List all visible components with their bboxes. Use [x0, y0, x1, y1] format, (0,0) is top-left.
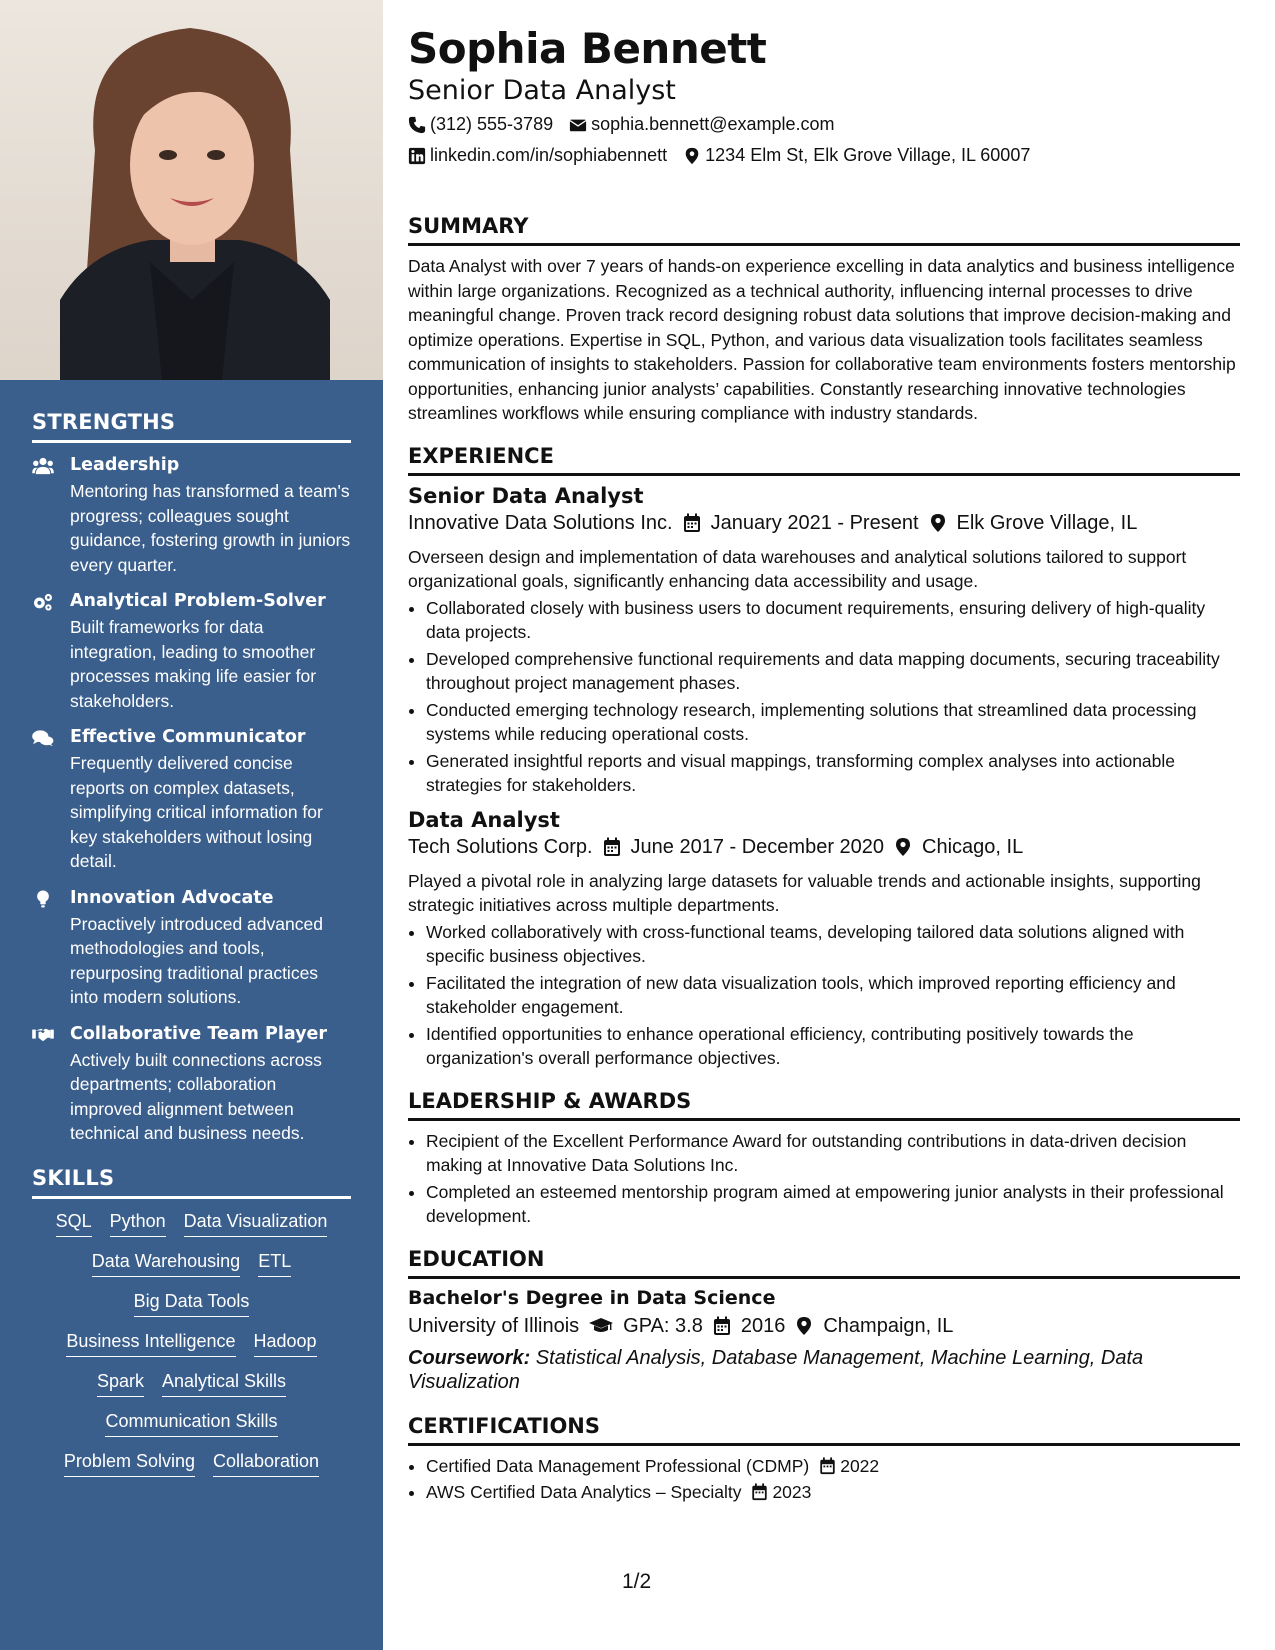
certification-item: [426, 1480, 1240, 1505]
linkedin-text: linkedin.com/in/sophiabennett: [430, 145, 668, 165]
job-bullet: • Worked collaboratively with cross-functional teams, developing tailored data solutions aligned with specific business objectives.: [426, 920, 1240, 969]
skill-tag: Collaboration: [213, 1451, 319, 1477]
skill-tag: Problem Solving: [64, 1451, 195, 1477]
strength-title: Effective Communicator: [70, 727, 306, 747]
coursework-label: Coursework:: [408, 1346, 531, 1369]
handshake-icon: [32, 1024, 70, 1146]
strength-desc: Mentoring has transformed a team's progress; colleagues sought guidance, fostering growth in juniors every quarter.: [70, 481, 351, 575]
job-entry: [408, 484, 1240, 798]
portrait-image: [0, 0, 383, 380]
job-location: Chicago, IL: [922, 835, 1024, 858]
skills-list: [32, 1211, 351, 1477]
award-item: • Completed an esteemed mentorship program aimed at empowering junior analysts in their professional development.: [426, 1180, 1240, 1229]
certifications-heading: CERTIFICATIONS: [408, 1414, 1240, 1446]
company-name: Innovative Data Solutions Inc.: [408, 511, 673, 534]
certification-year: 2022: [840, 1455, 880, 1476]
job-dates: January 2021 - Present: [710, 511, 919, 534]
map-pin-icon: [894, 837, 912, 857]
linkedin-icon: [408, 147, 426, 165]
skills-row: [32, 1371, 351, 1397]
calendar-icon: [713, 1316, 731, 1336]
contact-row: [408, 114, 1240, 135]
job-location: Elk Grove Village, IL: [956, 511, 1138, 534]
job-meta: [408, 512, 1240, 535]
strength-item: [32, 727, 351, 874]
job-dates: June 2017 - December 2020: [630, 835, 885, 858]
skills-row: [32, 1251, 351, 1277]
contact-row: [408, 145, 1240, 166]
degree-title: Bachelor's Degree in Data Science: [408, 1286, 776, 1309]
skill-tag: Business Intelligence: [66, 1331, 235, 1357]
strength-desc: Built frameworks for data integration, leading to smoother processes making life easier for stakeholders.: [70, 617, 317, 711]
skills-row: [32, 1211, 351, 1237]
skills-row: [32, 1451, 351, 1477]
skills-row: [32, 1331, 351, 1357]
strength-desc: Actively built connections across departments; collaboration improved alignment between technical and business needs.: [70, 1049, 322, 1143]
summary-heading: SUMMARY: [408, 214, 1240, 246]
map-pin-icon: [795, 1316, 813, 1336]
phone-contact[interactable]: [408, 114, 553, 135]
experience-section: [408, 444, 1240, 1071]
strengths-heading: STRENGTHS: [32, 410, 351, 443]
page-number: 1/2: [622, 1570, 652, 1593]
job-bullet: • Facilitated the integration of new data visualization tools, which improved reporting efficiency and stakeholder engagement.: [426, 971, 1240, 1020]
skill-tag: SQL: [56, 1211, 92, 1237]
skill-tag: Data Warehousing: [92, 1251, 240, 1277]
candidate-title: Senior Data Analyst: [408, 75, 676, 106]
calendar-icon: [603, 837, 621, 857]
map-pin-icon: [929, 513, 947, 533]
education-heading: EDUCATION: [408, 1247, 1240, 1279]
job-bullets: [408, 920, 1240, 1071]
job-bullets: [408, 596, 1240, 798]
gpa-text: GPA: 3.8: [623, 1314, 703, 1337]
strength-item: [32, 591, 351, 713]
job-title: Senior Data Analyst: [408, 483, 644, 508]
job-description: Overseen design and implementation of data warehouses and analytical solutions tailored to support organizational goals, significantly enhancing data accessibility and usage.: [408, 546, 1187, 591]
calendar-icon: [683, 513, 701, 533]
graduation-year: 2016: [740, 1314, 786, 1337]
profile-photo: [0, 0, 383, 380]
school-name: University of Illinois: [408, 1314, 580, 1337]
strength-item: [32, 455, 351, 577]
summary-section: [408, 214, 1240, 426]
comments-icon: [32, 727, 70, 874]
skill-tag: Spark: [97, 1371, 144, 1397]
phone-text: (312) 555-3789: [430, 114, 554, 134]
main-content: [408, 0, 1240, 1507]
users-icon: [32, 455, 70, 577]
summary-text: Data Analyst with over 7 years of hands-on experience excelling in data analytics and business intelligence within large organizations. Recognized as a technical authority, influencing internal processes to drive meaningful change. Proven track record designing robust data solutions that improve decision-making and optimize operations. Expertise in SQL, Python, and various data visualization tools facilitates seamless communication of insights to stakeholders. Passion for collaborative team environments fosters mentorship opportunities, enhancing junior analysts’ capabilities. Constantly researching innovative technologies streamlines workflows while ensuring compliance with industry standards.: [408, 256, 1236, 423]
skill-tag: Hadoop: [254, 1331, 317, 1357]
job-bullet: • Conducted emerging technology research, implementing solutions that streamlined data processing systems while reducing operational costs.: [426, 698, 1240, 747]
skill-tag: Python: [110, 1211, 166, 1237]
experience-heading: EXPERIENCE: [408, 444, 1240, 476]
strength-desc: Proactively introduced advanced methodologies and tools, repurposing traditional practices into modern solutions.: [70, 913, 323, 1007]
certification-year: 2023: [772, 1482, 812, 1502]
certification-item: [426, 1454, 1240, 1479]
skills-row: [32, 1411, 351, 1437]
coursework: [408, 1346, 1240, 1394]
awards-list: [408, 1129, 1240, 1229]
job-bullet: • Collaborated closely with business users to document requirements, ensuring delivery of high-quality data projects.: [426, 596, 1240, 645]
coursework-list: Statistical Analysis, Database Management, Machine Learning, Data Visualization: [408, 1346, 1144, 1393]
map-pin-icon: [683, 147, 701, 165]
strength-title: Analytical Problem-Solver: [70, 591, 326, 611]
calendar-icon: [751, 1483, 768, 1501]
job-bullet: • Developed comprehensive functional requirements and data mapping documents, securing traceability throughout project management phases.: [426, 647, 1240, 696]
skill-tag: Data Visualization: [184, 1211, 328, 1237]
skill-tag: Communication Skills: [105, 1411, 277, 1437]
skill-tag: Big Data Tools: [134, 1291, 250, 1317]
awards-heading: LEADERSHIP & AWARDS: [408, 1089, 1240, 1121]
company-name: Tech Solutions Corp.: [408, 835, 593, 858]
certifications-section: [408, 1414, 1240, 1505]
education-meta: [408, 1315, 1240, 1338]
email-text: sophia.bennett@example.com: [591, 114, 835, 134]
cogs-icon: [32, 591, 70, 713]
strength-item: [32, 888, 351, 1010]
skills-row: [32, 1291, 351, 1317]
skills-heading: SKILLS: [32, 1166, 351, 1199]
strength-title: Collaborative Team Player: [70, 1023, 328, 1044]
strength-desc: Frequently delivered concise reports on complex datasets, simplifying critical information for key stakeholders without losing detail.: [70, 753, 323, 871]
job-title: Data Analyst: [408, 807, 560, 832]
candidate-name: Sophia Bennett: [408, 24, 767, 73]
linkedin-contact[interactable]: [408, 145, 667, 166]
award-item: • Recipient of the Excellent Performance Award for outstanding contributions in data-driven decision making at Innovative Data Solutions Inc.: [426, 1129, 1240, 1178]
skill-tag: ETL: [258, 1251, 291, 1277]
job-bullet: • Identified opportunities to enhance operational efficiency, contributing positively towards the organization's overall performance objectives.: [426, 1022, 1240, 1071]
sidebar-content: [32, 410, 351, 1491]
school-location: Champaign, IL: [823, 1314, 954, 1337]
address-contact: [683, 145, 1030, 166]
sidebar: [0, 0, 383, 1650]
certifications-list: [408, 1454, 1240, 1505]
education-section: [408, 1247, 1240, 1394]
phone-icon: [408, 116, 426, 134]
envelope-icon: [569, 116, 587, 134]
email-contact[interactable]: [569, 114, 834, 135]
strength-title: Innovation Advocate: [70, 887, 274, 908]
calendar-icon: [819, 1457, 836, 1475]
strength-title: Leadership: [70, 455, 180, 475]
awards-section: [408, 1089, 1240, 1229]
strength-item: [32, 1024, 351, 1146]
graduation-cap-icon: [589, 1316, 613, 1336]
lightbulb-icon: [32, 888, 70, 1010]
certification-name: • Certified Data Management Professional (CDMP): [426, 1455, 810, 1476]
job-meta: [408, 836, 1240, 859]
job-bullet: • Generated insightful reports and visual mappings, transforming complex analyses into actionable strategies for stakeholders.: [426, 749, 1240, 798]
job-description: Played a pivotal role in analyzing large datasets for valuable trends and actionable insights, supporting strategic initiatives across multiple departments.: [408, 870, 1201, 915]
address-text: 1234 Elm St, Elk Grove Village, IL 60007: [705, 145, 1031, 165]
skill-tag: Analytical Skills: [162, 1371, 286, 1397]
certification-name: • AWS Certified Data Analytics – Specialty: [426, 1482, 742, 1502]
job-entry: [408, 808, 1240, 1071]
